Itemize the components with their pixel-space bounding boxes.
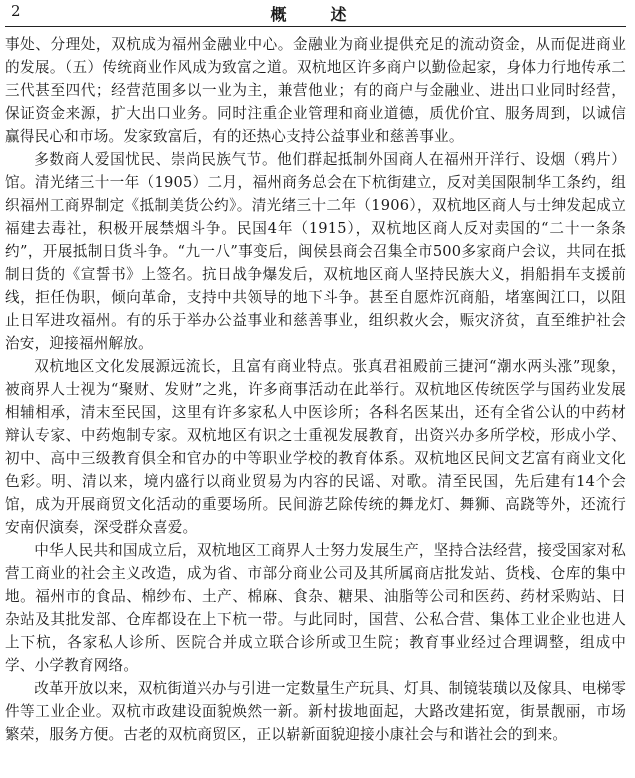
paragraph-continued: 事处、分理处，双杭成为福州金融业中心。金融业为商业提供充足的流动资金，从而促进商业的发展。（五）传统商业作风成为致富之道。双杭地区许多商户以勤俭起家，身体力行地传承二三代甚至四代；经营范围多以一业为主，兼营他业；有的商户与金融业、进出口业同时经营，保证资金来源，扩大出口业务。同时注重企业管理和商业道德，质优价宜、服务周到，以诚信赢得民心和市场。发家致富后，有的还热心支持公益事业和慈善事业。 bbox=[5, 36, 626, 145]
paragraph-prc-era: 中华人民共和国成立后，双杭地区工商界人士努力发展生产，坚持合法经营，接受国家对私营工商业的社会主义改造，成为省、市部分商业公司及其所属商店批发站、货栈、仓库的集中地。福州市的食品、棉纱布、土产、棉麻、食杂、糖果、油脂等公司和医药、药材采购站、日杂站及其批发部、仓库都设在上下杭一带。与此同时，国营、公私合营、集体工业企业也进人上下杭，各家私人诊所、医院合并成立联合诊所或卫生院；教育事业经过合理调整，组成中学、小学教育网络。 bbox=[5, 542, 626, 674]
header-rule bbox=[5, 26, 626, 27]
paragraph-culture: 双杭地区文化发展源远流长，且富有商业特点。张真君祖殿前三捷河“潮水两头涨”现象，被商界人士视为“聚财、发财”之兆，许多商事活动在此举行。双杭地区传统医学与国药业发展相辅相承，清末至民国，这里有许多家私人中医诊所；各科名医某出，还有全省公认的中药材辩认专家、中药炮制专家。双杭地区有识之士重视发展教育，出资兴办多所学校，形成小学、初中、高中三级教育俱全和官办的中等职业学校的教育体系。双杭地区民间文艺富有商业文化色彩。明、清以来，境内盛行以商业贸易为内容的民谣、对歌。清至民国，先后建有14个会馆，成为开展商贸文化活动的重要场所。民间游艺除传统的舞龙灯、舞狮、高跷等外，还流行安南伬演奏，深受群众喜爱。 bbox=[5, 358, 626, 536]
running-title: 概 述 bbox=[270, 5, 361, 24]
page-number: 2 bbox=[11, 2, 21, 20]
paragraph-reform-era: 改革开放以来，双杭街道兴办与引进一定数量生产玩具、灯具、制镜装璜以及傢具、电梯零件等工业企业。双杭市政建设面貌焕然一新。新村拔地面起，大路改建拓宽，街景靓丽，市场繁荣，服务方便。古老的双杭商贸区，正以崭新面貌迎接小康社会与和谐社会的到来。 bbox=[5, 680, 626, 743]
paragraph-patriotic-merchants: 多数商人爱国忧民、崇尚民族气节。他们群起抵制外国商人在福州开洋行、设烟（鸦片）馆。清光绪三十一年（1905）二月，福州商务总会在下杭街建立，反对美国限制华工条约，组织福州工商界制定《抵制美货公约》。清光绪三十二年（1906），双杭地区商人与士绅发起成立福建去毒社，积极开展禁烟斗争。民国4年（1915），双杭地区商人反对卖国的“二十一条条约”，开展抵制日货斗争。“九一八”事变后，闽侯县商会召集全市500多家商户会议，共同在抵制日货的《宣誓书》上签名。抗日战争爆发后，双杭地区商人坚持民族大义，捐船捐车支援前线，拒任伪职，倾向革命，支持中共领导的地下斗争。甚至自愿炸沉商船，堵塞闽江口，以阻止日军进攻福州。有的乐于举办公益事业和慈善事业，组织救火会，赈灾济贫，直至维护社会治安，迎接福州解放。 bbox=[5, 151, 626, 352]
body-text bbox=[5, 33, 626, 746]
page-header bbox=[5, 0, 626, 28]
